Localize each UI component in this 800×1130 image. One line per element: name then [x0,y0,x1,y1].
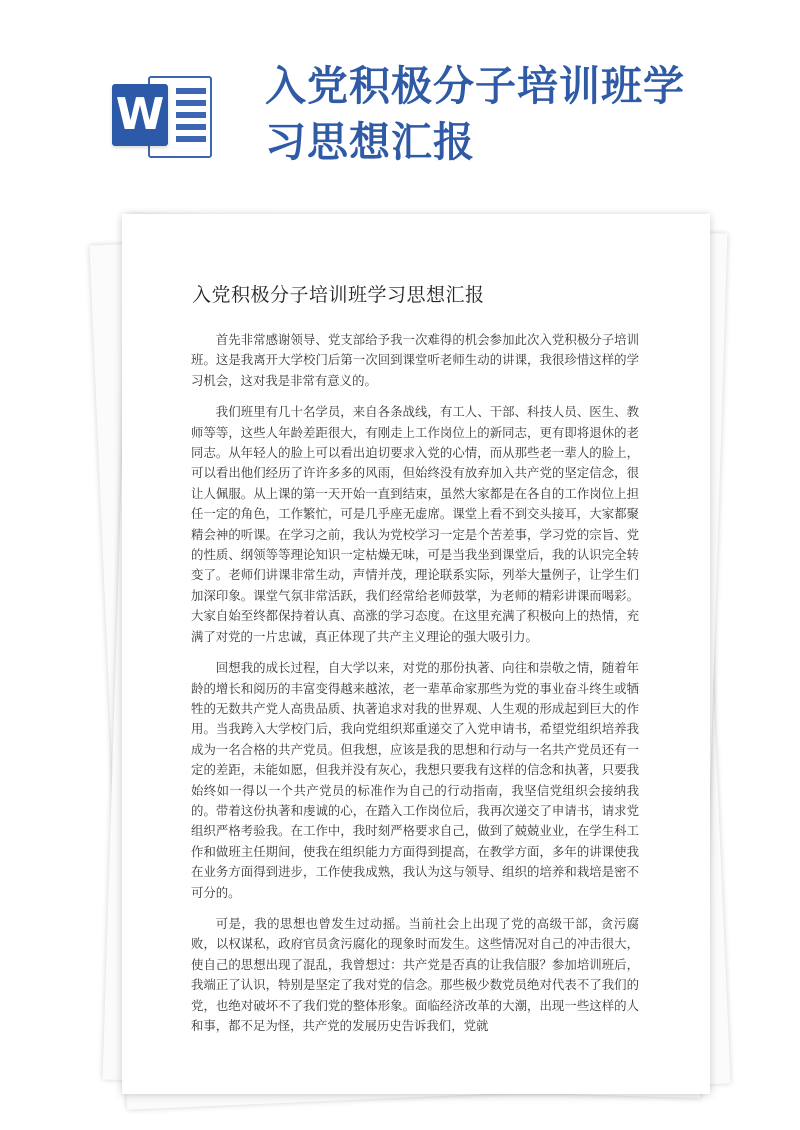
document-title: 入党积极分子培训班学习思想汇报 [192,284,485,306]
paragraph: 首先非常感谢领导、党支部给予我一次难得的机会参加此次入党积极分子培训班。这是我离开大学校门后第一次回到课堂听老师生动的讲课，我很珍惜这样的学习机会，这对我是非常有意义的。 [191,332,639,388]
paragraph: 我们班里有几十名学员，来自各条战线，有工人、干部、科技人员、医生、教师等等，这些人年龄差距很大，有刚走上工作岗位上的新同志，更有即将退休的老同志。从年轻人的脸上可以看出迫切要求入党的心情，而从那些老一辈人的脸上，可以看出他们经历了许许多多的风雨，但始终没有放弃加入共产党的坚定信念，很让人佩服。从上课的第一天开始一直到结束，虽然大家都是在各自的工作岗位上担任一定的角色，工作繁忙，可是几乎座无虚席。课堂上看不到交头接耳，大家都聚精会神的听课。在学习之前，我认为党校学习一定是个苦差事，学习党的宗旨、党的性质、纲领等等理论知识一定枯燥无味，可是当我坐到课堂后，我的认识完全转变了。老师们讲课非常生动，声情并茂，理论联系实际，列举大量例子，让学生们加深印象。课堂气氛非常活跃，我们经常给老师鼓掌，为老师的精彩讲课而喝彩。大家自始至终都保持着认真、高涨的学习态度。在这里充满了积极向上的热情，充满了对党的一片忠诚，真正体现了共产主义理论的强大吸引力。 [191,404,639,644]
paragraph: 回想我的成长过程，自大学以来，对党的那份执著、向往和崇敬之情，随着年龄的增长和阅历的丰富变得越来越浓，老一辈革命家那些为党的事业奋斗终生或牺牲的无数共产党人高贵品质、执著追求对我的世界观、人生观的形成起到巨大的作用。当我跨入大学校门后，我向党组织郑重递交了入党申请书，希望党组织培养我成为一名合格的共产党员。但我想，应该是我的思想和行动与一名共产党员还有一定的差距，未能如愿，但我并没有灰心，我想只要我有这样的信念和执著，只要我始终如一得以一个共产党员的标准作为自己的行动指南，我坚信党组织会接纳我的。带着这份执著和虔诚的心，在踏入工作岗位后，我再次递交了申请书，请求党组织严格考验我。在工作中，我时刻严格要求自己，做到了兢兢业业，在学生科工作和做班主任期间，使我在组织能力方面得到提高，在教学方面，多年的讲课使我在业务方面得到进步，工作使我成熟，我认为这与领导、组织的培养和栽培是密不可分的。 [191,660,639,900]
word-w-badge: W [112,84,168,146]
document-body [191,330,639,1047]
page-title: 入党积极分子培训班学习思想汇报 [265,62,685,166]
paragraph: 可是，我的思想也曾发生过动摇。当前社会上出现了党的高级干部，贪污腐败，以权谋私，政府官员贪污腐化的现象时而发生。这些情况对自己的冲击很大，使自己的思想出现了混乱，我曾想过：共产党是否真的让我信服？参加培训班后，我端正了认识，特别是坚定了我对党的信念。那些极少数党员绝对代表不了我们的党，也绝对破坏不了我们党的整体形象。面临经济改革的大潮，出现一些这样的人和事，都不足为怪，共产党的发展历史告诉我们，党就 [191,915,639,1033]
